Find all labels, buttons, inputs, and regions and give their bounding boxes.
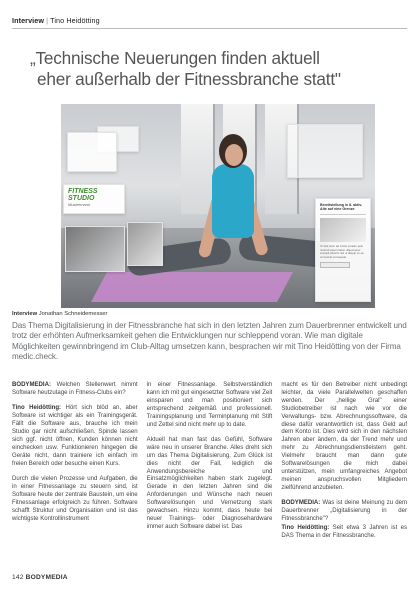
floating-screen-photo xyxy=(65,226,125,272)
athlete-torso xyxy=(212,164,254,238)
pull-quote xyxy=(30,48,390,89)
credit-label: Interview xyxy=(12,311,38,317)
paragraph-text: Hört sich blöd an, aber Software ist wichtiger als ein Trainingsgerät. Fällt die Software aus, brauche ich mein Studio gar nicht aufschließen. Spinde lassen sich ggf. nicht öffnen, Kunden können nicht einchecken usw. Funktionieren hingegen die Geräte nicht, dann trainiere ich einfach im freien Bereich oder besuche einen Kurs. xyxy=(12,405,138,467)
header-divider xyxy=(12,28,407,29)
speaker-label: BODYMEDIA: xyxy=(12,382,51,388)
studio-logo-panel xyxy=(63,184,125,214)
paragraph: macht es für den Betreiber nicht unbedingt leichter, da viele Parallelwelten geschaffen werden. Der „heilige Gral" einer Studiobetreiber ist nach wie vor die Verwaltungs- bzw. Abrechnungssoftware, da diese dafür verantwortlich ist, dass Geld auf dem Konto ist. Dies wird sich in den nächsten Jahren aber ändern, da der Trend mehr und mehr zu Abrechnungsdienstleistern geht. Vielmehr braucht man dann gute Softwarelösungen die mich dabei unterstützen, mein umfangreiches Angebot meinen anspruchsvollen Mitgliedern zielführend anzubieten. xyxy=(281,382,408,491)
athlete-face xyxy=(225,144,243,166)
section-label: Interview xyxy=(12,16,45,25)
app-screen-panel xyxy=(315,198,371,302)
paragraph-text: Seit etwa 3 Jahren ist es DAS Thema in der Fitnessbranche. xyxy=(281,524,408,539)
paragraph: in einer Fitnessanlage. Selbstverständlich kann ich mit gut eingesetzter Software viel Zeit einsparen und man positioniert sich entsprechend zeitgemäß und professionell. Trainingsplanung und Terminplanung mit Stift und Zettel sind nicht mehr up to date. xyxy=(146,382,273,428)
section-topic: Tino Heidötting xyxy=(50,16,100,25)
article-column-2 xyxy=(147,382,273,560)
photo-credit xyxy=(12,311,107,317)
app-screen-divider xyxy=(320,214,366,215)
logo-studio: STUDIO xyxy=(68,195,95,202)
paragraph xyxy=(281,525,407,541)
speaker-label: BODYMEDIA: xyxy=(281,500,321,507)
app-screen-text: Ut wisi enim ad minim veniam quis nostrud exerci tation ullamcorper suscipit lobortis nisl ut aliquip ex ea commodo consequat. xyxy=(320,243,364,259)
paragraph-text: Welchen Stellenwert nimmt Software heutzutage in Fitness-Clubs ein? xyxy=(12,382,138,396)
pull-quote-line-1: „Technische Neuerungen finden aktuell xyxy=(30,48,320,68)
paragraph: Durch die vielen Prozesse und Aufgaben, die in einer Fitnessanlage zu steuern sind, ist Software heute der zentrale Baustein, um eine Fitnessanlage erfolgreich zu führen. Software schafft Struktur und Organisation und ist das wichtigste Kontrollinstrument xyxy=(12,476,138,522)
paragraph xyxy=(281,500,407,524)
logo-fitness: FITNESS xyxy=(68,188,98,195)
article-column-3 xyxy=(281,382,407,560)
paragraph: Aktuell hat man fast das Gefühl, Software wäre neu in unserer Branche. Alles dreht sich um das Thema Digitalisierung. Zum Glück ist dies nicht der Fall, lediglich die Anwendungsbereiche und Einsatzmöglichkeiten haben stark zugelegt. Gerade in den letzten Jahren sind die Anforderungen und Wünsche nach neuen Softwarelösungen und Vernetzung stark gewachsen. Hinzu kommt, dass heute bei neuer Trainings- oder Diagnosehardware immer auch Software dabei ist. Das xyxy=(146,436,273,530)
credit-name: Jonathan Schneidemesser xyxy=(38,311,108,317)
floating-screen-photo xyxy=(127,222,163,266)
paragraph xyxy=(12,382,138,398)
floating-screen xyxy=(287,124,363,178)
yoga-mat xyxy=(91,272,293,302)
logo-subtitle: Mustermann xyxy=(68,202,91,207)
app-screen-title: Bereitstellung in 8. aktiv. Alte auf eine Grenze xyxy=(320,203,363,212)
paragraph-text: Was ist deine Meinung zu dem Dauerbrenner „Digitalisierung in der Fitnessbranche"? xyxy=(281,500,408,522)
page-footer xyxy=(12,574,68,581)
section-separator: | xyxy=(46,16,49,25)
pull-quote-line-2: eher außerhalb der Fitnessbranche statt" xyxy=(37,68,341,89)
photo-window xyxy=(181,104,215,214)
speaker-label: Tino Heidötting: xyxy=(281,524,330,531)
speaker-label: Tino Heidötting: xyxy=(12,405,62,412)
article-body xyxy=(12,382,407,560)
app-screen-button xyxy=(320,262,350,268)
app-screen-image xyxy=(320,218,366,242)
section-header xyxy=(12,16,100,25)
article-intro: Das Thema Digitalisierung in der Fitnessbranche hat sich in den letzten Jahren zum Dauerbrenner entwickelt und trotz der erhöhten Aufmerksamkeit gehen die Entwicklungen nur schleppend voran. Wie man digitale Möglichkeiten gewinnbringend im Club-Alltag umsetzen kann, besprachen wir mit Tino Heidötting von der Firma medic.check. xyxy=(12,321,407,362)
hero-photo xyxy=(61,104,375,308)
article-column-1 xyxy=(12,382,138,560)
floating-screen xyxy=(67,132,117,172)
page-number: 142 xyxy=(12,574,24,581)
paragraph xyxy=(12,405,138,468)
magazine-brand: BODYMEDIA xyxy=(25,574,68,581)
